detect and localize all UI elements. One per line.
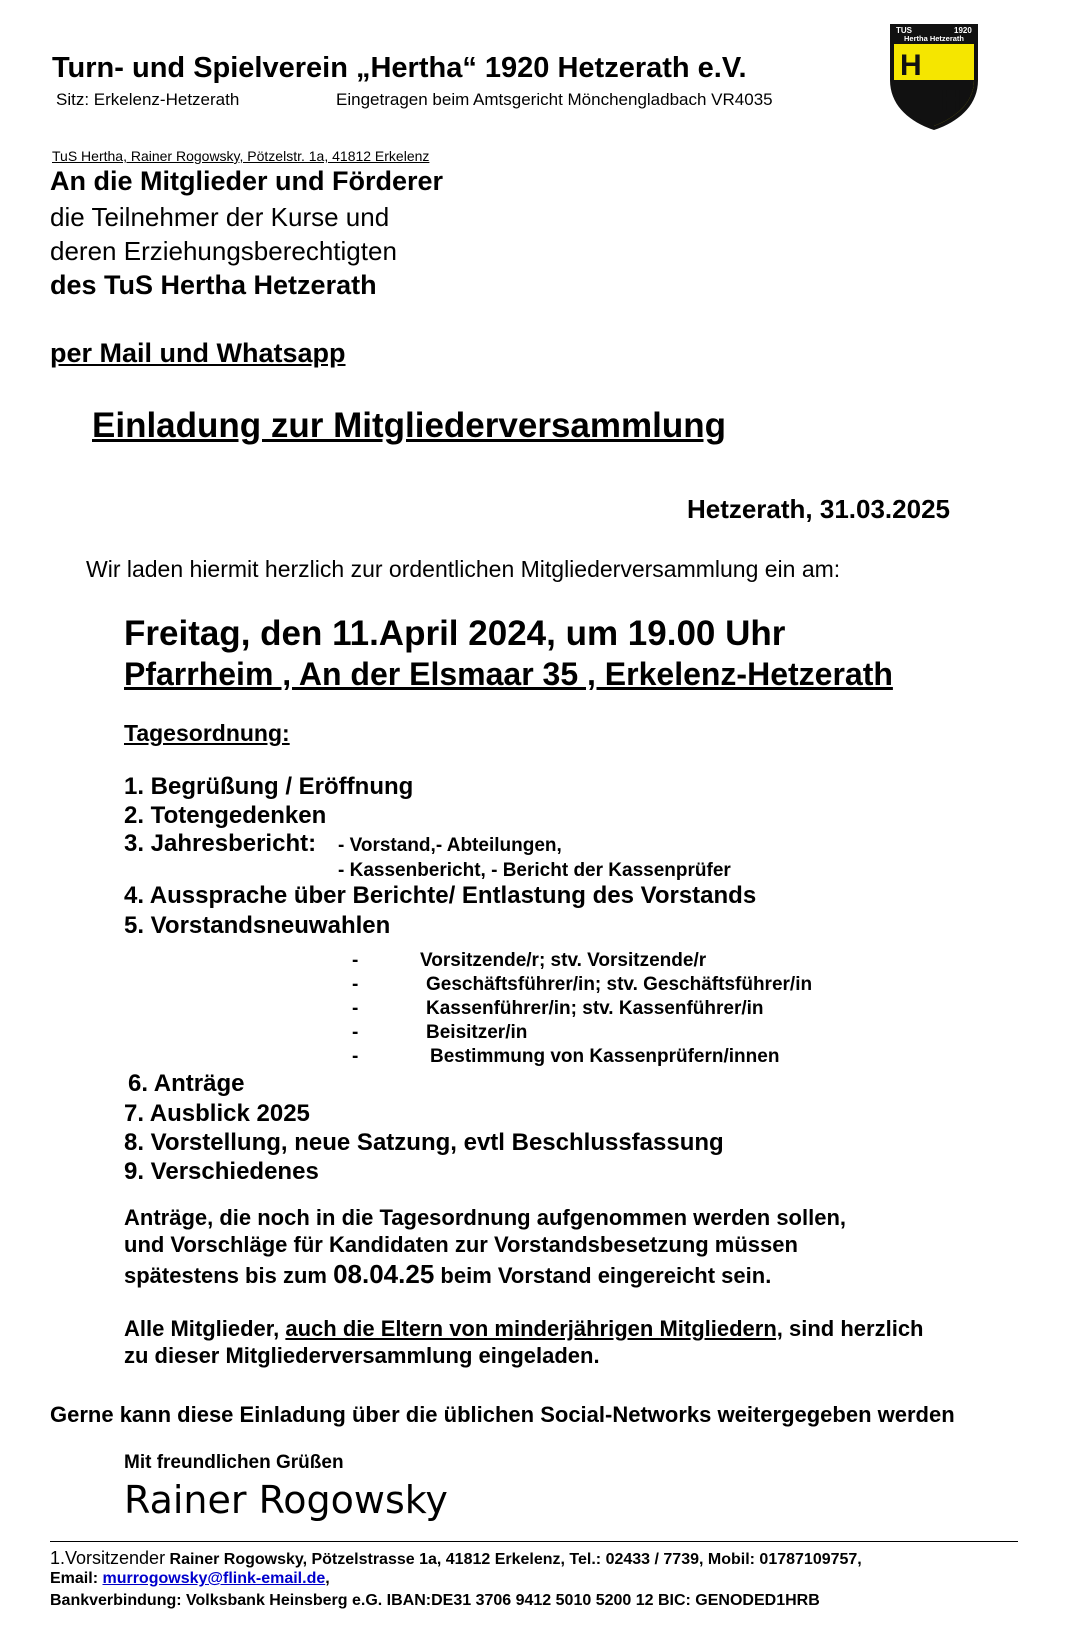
share-note: Gerne kann diese Einladung über die üblichen Social-Networks weitergegeben werden [50,1402,955,1427]
agenda-item-6: 6. Anträge [128,1070,245,1097]
deadline-line-1: Anträge, die noch in die Tagesordnung aufgenommen werden sollen, [124,1205,847,1230]
role-item: Vorsitzende/r; stv. Vorsitzende/r [420,950,707,971]
footer-contact [50,1548,862,1569]
members-line-1 [124,1315,924,1343]
logo-letter-left: H [900,49,922,82]
delivery-note: per Mail und Whatsapp [50,338,346,368]
footer-divider [50,1541,1018,1542]
agenda-item-2: 2. Totengedenken [124,802,327,829]
role-item: Kassenführer/in; stv. Kassenführer/in [426,998,764,1019]
agenda-item-7: 7. Ausblick 2025 [124,1100,310,1127]
role-dash: - [352,950,359,971]
sender-line: TuS Hertha, Rainer Rogowsky, Pötzelstr. 1a, 41812 Erkelenz [52,148,430,164]
role-dash: - [352,1022,359,1043]
agenda-item-5: 5. Vorstandsneuwahlen [124,912,391,939]
agenda-item-3-sub-2: - Kassenbericht, - Bericht der Kassenprüfer [338,860,731,881]
role-item: Bestimmung von Kassenprüfern/innen [430,1046,780,1067]
recipient-line-3: deren Erziehungsberechtigten [50,236,397,266]
agenda-item-4: 4. Aussprache über Berichte/ Entlastung des Vorstands [124,882,757,909]
agenda-item-3-sub-1: - Vorstand,- Abteilungen, [338,835,562,856]
logo-tus-text: TUS [896,26,912,35]
role-item: Beisitzer/in [426,1022,528,1043]
place-date: Hetzerath, 31.03.2025 [686,494,950,524]
event-place: Pfarrheim , An der Elsmaar 35 , Erkelenz-Hetzerath [124,656,893,692]
agenda-item-3: 3. Jahresbericht: [124,830,317,857]
logo-year-text: 1920 [954,26,972,35]
deadline-pre: spätestens bis zum [124,1263,334,1288]
deadline-date: 08.04.25 [333,1259,435,1289]
footer-email-line [50,1570,330,1588]
club-logo [888,22,980,132]
intro-text: Wir laden hiermit herzlich zur ordentlichen Mitgliederversammlung ein am: [86,556,841,582]
members-post: sind herzlich [782,1316,924,1341]
agenda-heading: Tagesordnung: [124,720,290,746]
footer-details: Rainer Rogowsky, Pötzelstrasse 1a, 41812 Erkelenz, Tel.: 02433 / 7739, Mobil: 01787109757, [165,1551,862,1568]
document-title: Einladung zur Mitgliederversammlung [92,406,726,445]
logo-club-text: Hertha Hetzerath [903,34,965,43]
role-dash: - [352,974,359,995]
recipient-line-4: des TuS Hertha Hetzerath [50,270,377,300]
members-underlined: auch die Eltern von minderjährigen Mitgliedern, [285,1316,783,1341]
agenda-item-1: 1. Begrüßung / Eröffnung [124,773,414,800]
deadline-line-2: und Vorschläge für Kandidaten zur Vorstandsbesetzung müssen [124,1232,798,1257]
members-line-2: zu dieser Mitgliederversammlung eingeladen. [124,1343,600,1368]
agenda-item-9: 9. Verschiedenes [124,1158,319,1185]
footer-bank: Bankverbindung: Volksbank Heinsberg e.G. IBAN:DE31 3706 9412 5010 5200 12 BIC: GENODED1HRB [50,1592,820,1609]
deadline-post: beim Vorstand eingereicht sein. [434,1263,772,1288]
role-item: Geschäftsführer/in; stv. Geschäftsführer/in [426,974,813,995]
role-dash: - [352,1046,359,1067]
recipient-line-1: An die Mitglieder und Förderer [50,166,444,196]
footer-email-label: Email: [50,1570,103,1587]
members-pre: Alle Mitglieder, [124,1316,286,1341]
footer-email-after: , [325,1570,330,1587]
club-name: Turn- und Spielverein „Hertha“ 1920 Hetzerath e.V. [52,52,747,84]
event-date: Freitag, den 11.April 2024, um 19.00 Uhr [124,614,786,653]
footer-email-link[interactable]: murrogowsky@flink-email.de [102,1570,326,1587]
closing-greeting: Mit freundlichen Grüßen [124,1452,344,1473]
club-register: Eingetragen beim Amtsgericht Mönchengladbach VR4035 [336,90,773,109]
agenda-item-8: 8. Vorstellung, neue Satzung, evtl Beschlussfassung [124,1129,724,1156]
footer-role: 1.Vorsitzender [50,1548,166,1568]
deadline-line-3 [124,1260,771,1290]
signature: Rainer Rogowsky [124,1478,448,1522]
club-seat: Sitz: Erkelenz-Hetzerath [56,90,240,109]
recipient-line-2: die Teilnehmer der Kurse und [50,202,390,232]
logo-letter-right: H [940,84,962,117]
role-dash: - [352,998,359,1019]
